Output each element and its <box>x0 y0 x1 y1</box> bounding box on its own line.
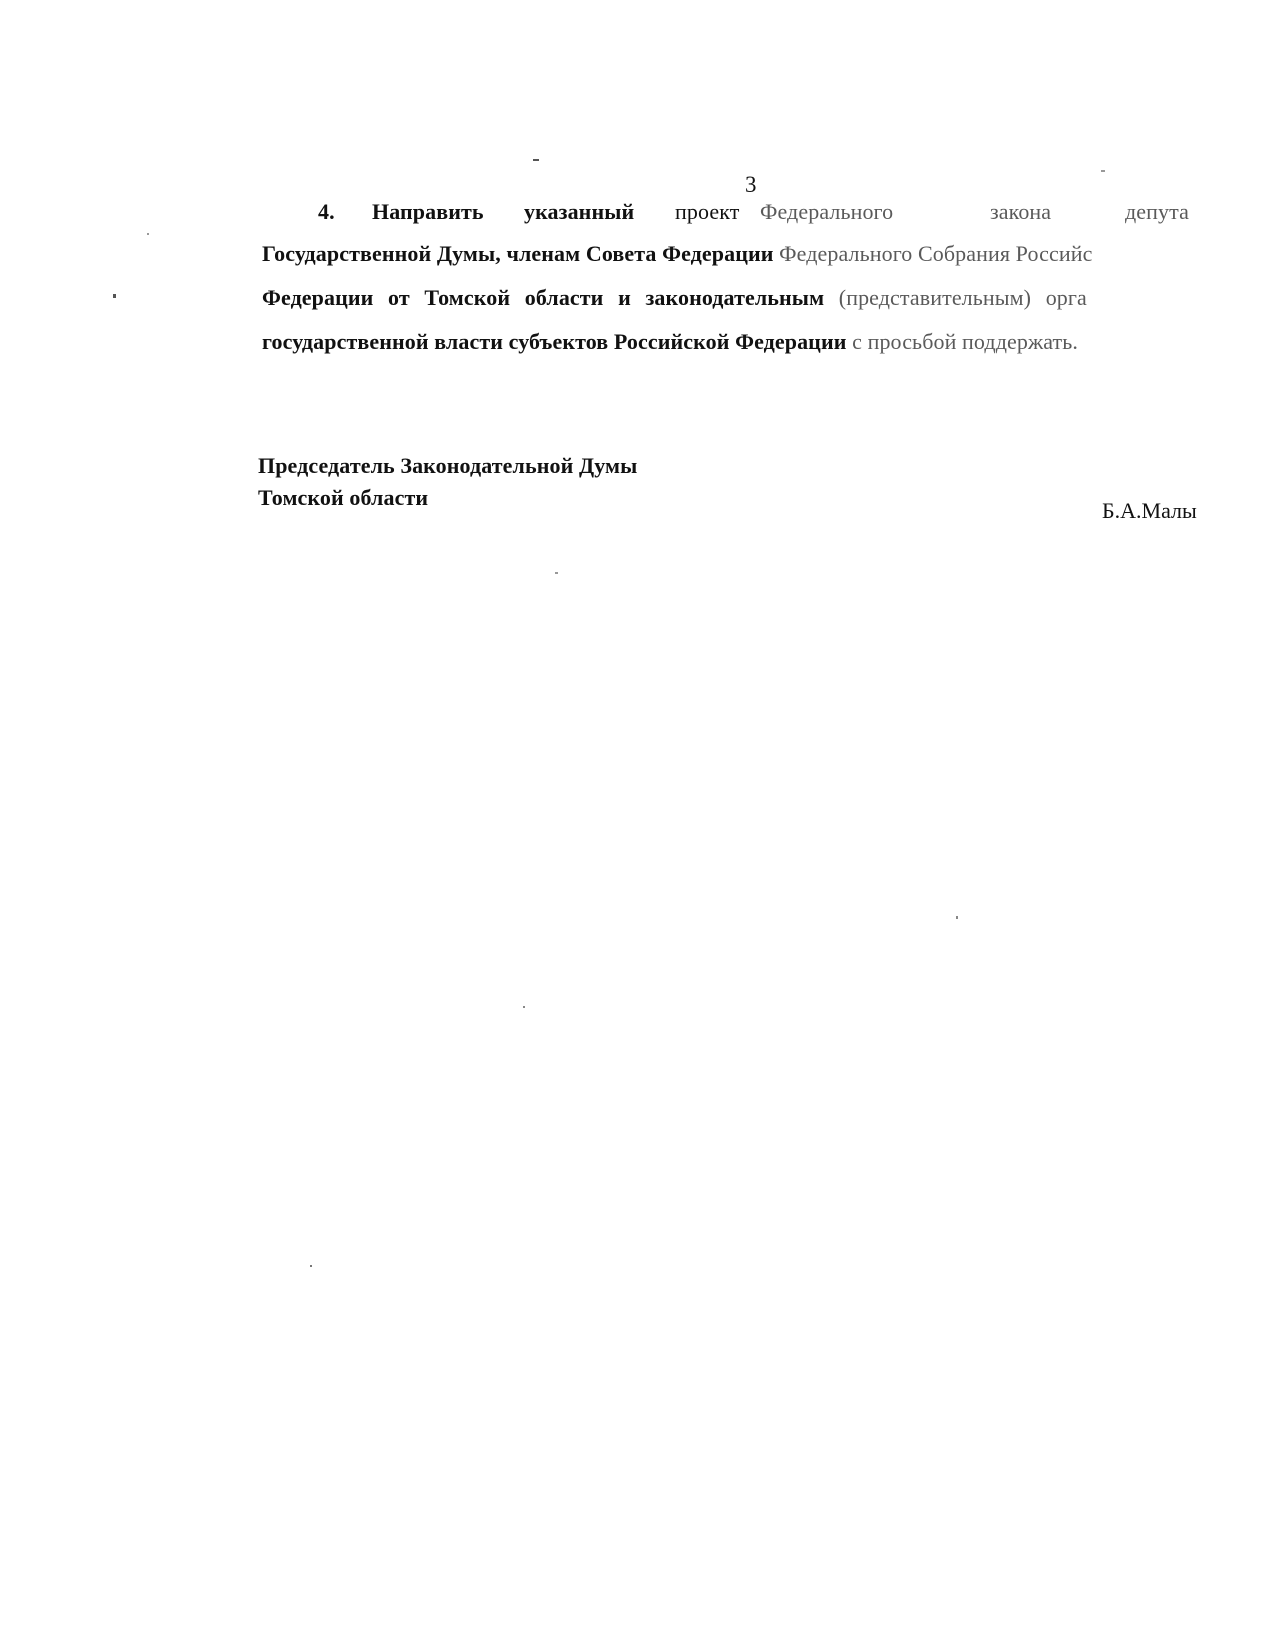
scan-speck <box>147 233 149 235</box>
paragraph-line-3 <box>262 284 1087 312</box>
scan-speck <box>1101 170 1105 172</box>
paragraph-word: Федерального <box>760 199 894 224</box>
scan-speck <box>113 294 116 298</box>
paragraph-word: депута <box>1125 199 1189 224</box>
paragraph-text: Государственной Думы, членам Совета Федерации <box>262 241 780 266</box>
paragraph-word: Направить <box>372 199 484 224</box>
paragraph-text: (представительным) орга <box>838 285 1087 310</box>
scan-speck <box>533 159 539 161</box>
scan-speck <box>523 1006 525 1008</box>
paragraph-word: указанный <box>524 199 635 224</box>
paragraph-line-4 <box>262 328 1078 356</box>
paragraph-number: 4. <box>318 199 335 224</box>
paragraph-text: Федерального Собрания Российс <box>779 241 1093 266</box>
paragraph-line-2 <box>262 240 1092 268</box>
paragraph-text: Федерации от Томской области и законодательным <box>262 285 839 310</box>
paragraph-word: закона <box>990 199 1052 224</box>
scan-speck <box>555 572 558 574</box>
scan-speck <box>310 1265 312 1267</box>
signer-name: Б.А.Малы <box>1102 498 1197 523</box>
paragraph-text: государственной власти субъектов Российской Федерации <box>262 329 853 354</box>
signer-title-line-1: Председатель Законодательной Думы <box>258 453 638 478</box>
signer-title-line-2: Томской области <box>258 485 429 510</box>
paragraph-word: проект <box>675 199 740 224</box>
scan-speck <box>956 916 958 919</box>
paragraph-text: с просьбой поддержать. <box>852 329 1078 354</box>
page-number: 3 <box>745 172 757 197</box>
